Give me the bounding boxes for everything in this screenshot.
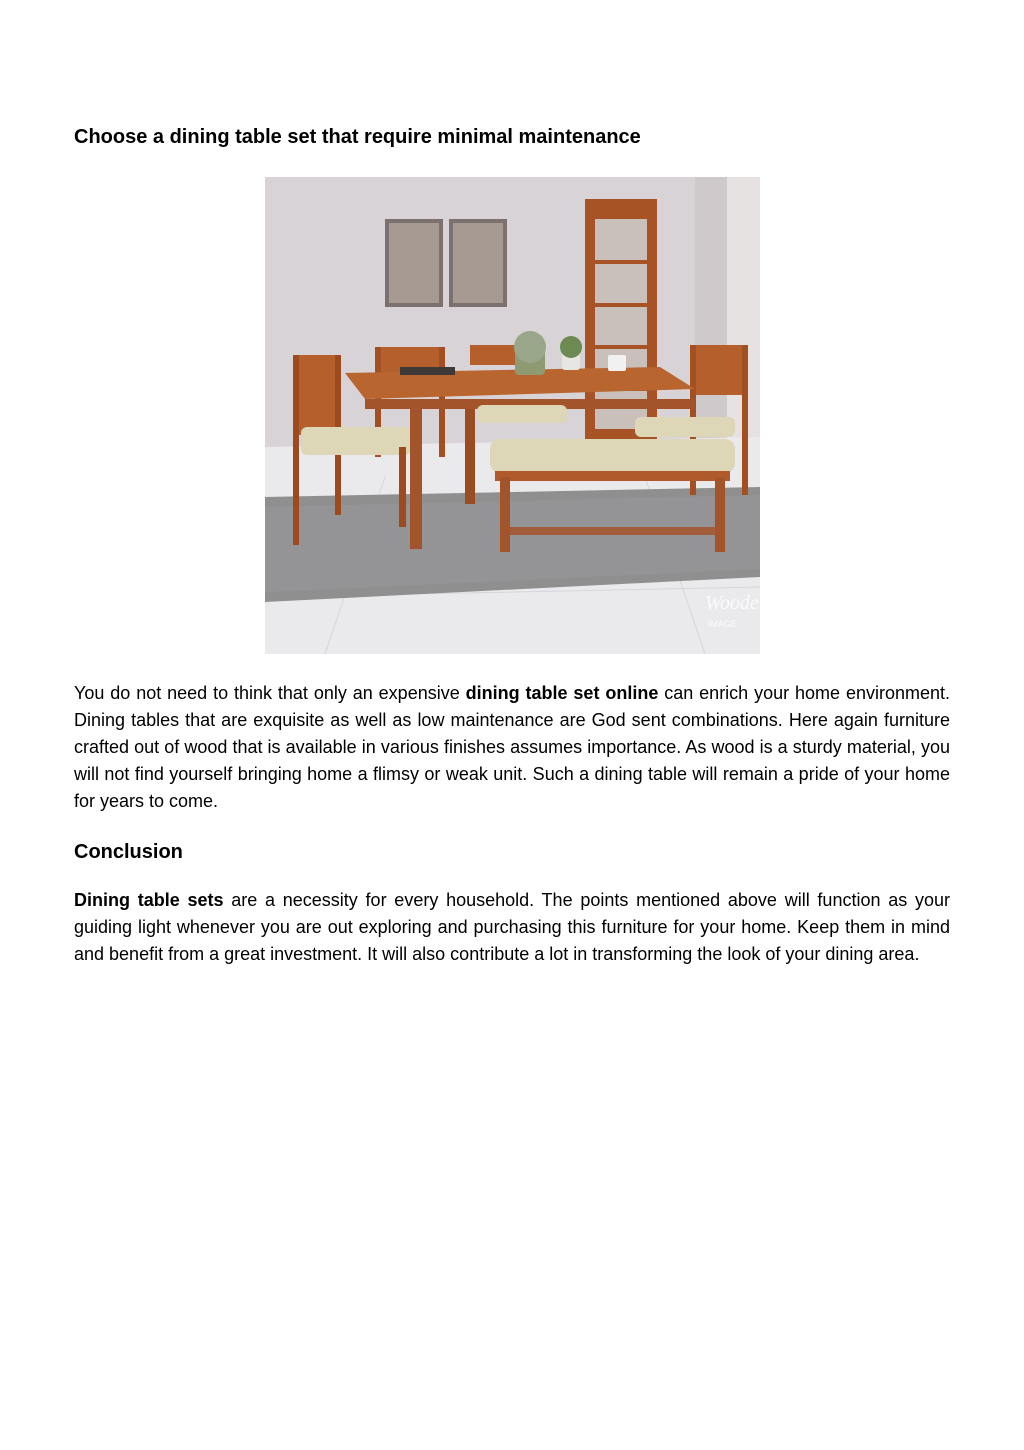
svg-text:IMAGE: IMAGE (708, 619, 738, 629)
section-paragraph (74, 680, 950, 815)
conclusion-text: are a necessity for every household. The points mentioned above will function as your guiding light whenever you are out exploring and purchasing this furniture for your home. Keep them in mind and benefit from a great investment. It will also contribute a lot in transforming the look of your dining area. (74, 890, 950, 964)
conclusion-heading: Conclusion (74, 841, 183, 863)
dining-table-sets-emphasis: Dining table sets (74, 890, 224, 910)
svg-text:Woode: Woode (705, 592, 759, 614)
conclusion-paragraph (74, 887, 950, 968)
dining-table-set-online-emphasis: dining table set online (465, 683, 659, 703)
paragraph-text-before: You do not need to think that only an expensive (74, 683, 466, 703)
section-heading: Choose a dining table set that require minimal maintenance (74, 126, 641, 148)
dining-set-photo (265, 177, 760, 654)
paragraph-text-after: can enrich your home environment. Dining tables that are exquisite as well as low maintenance are God sent combinations. Here again furniture crafted out of wood that is available in various finishes assumes importance. As wood is a sturdy material, you will not find yourself bringing home a flimsy or weak unit. Such a dining table will remain a pride of your home for years to come. (74, 683, 950, 811)
